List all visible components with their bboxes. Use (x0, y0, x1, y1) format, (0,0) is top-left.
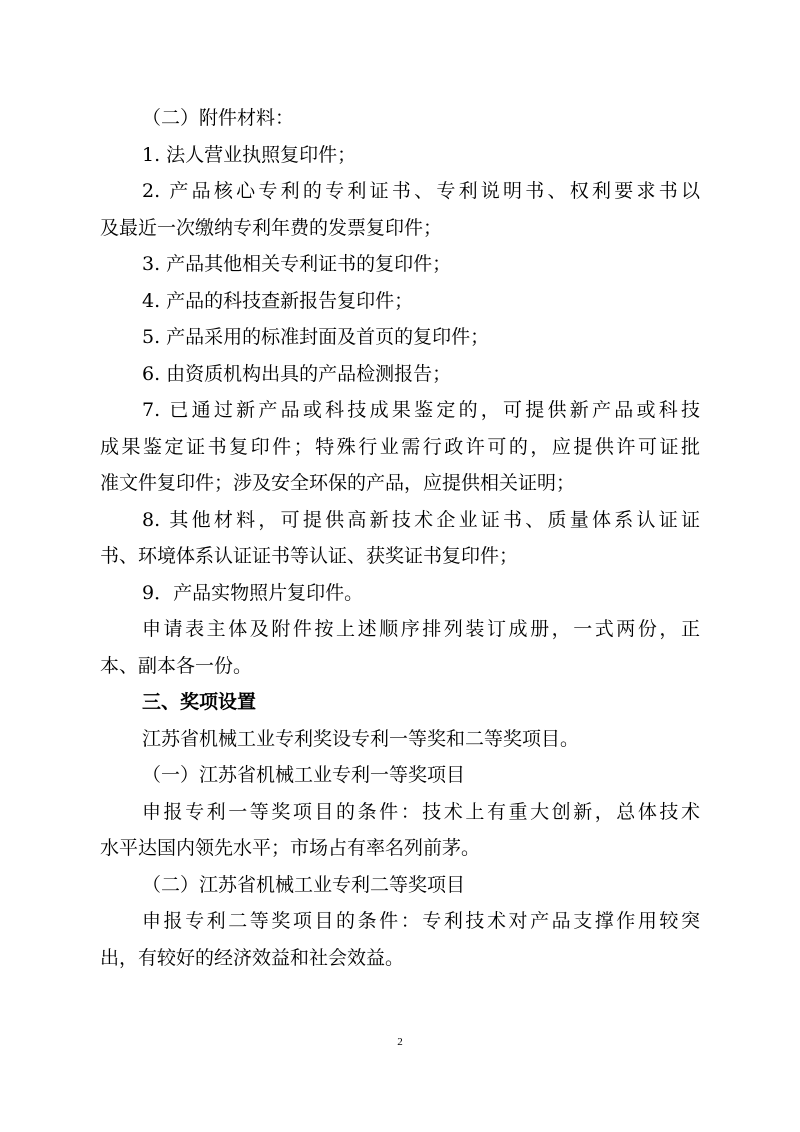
list-item-9: 9．产品实物照片复印件。 (142, 581, 364, 604)
list-item-4: 4. 产品的科技查新报告复印件； (142, 289, 414, 312)
second-prize-condition-line-2: 出，有较好的经济效益和社会效益。 (100, 946, 405, 969)
document-body (100, 100, 700, 976)
list-item-1: 1. 法人营业执照复印件； (142, 143, 357, 166)
first-prize-condition-line-2: 水平达国内领先水平；市场占有率名列前茅。 (100, 837, 481, 859)
binding-note-line-2: 本、副本各一份。 (100, 654, 253, 677)
list-item-5: 5. 产品采用的标准封面及首页的复印件； (142, 326, 490, 348)
first-prize-condition-line-1: 申报专利一等奖项目的条件：技术上有重大创新，总体技术 (142, 800, 700, 823)
first-prize-heading: （一）江苏省机械工业专利一等奖项目 (142, 764, 466, 786)
list-item-8-line-2: 书、环境体系认证证书等认证、获奖证书复印件； (100, 545, 519, 567)
awards-intro: 江苏省机械工业专利奖设专利一等奖和二等奖项目。 (142, 727, 580, 750)
section-heading-awards: 三、奖项设置 (142, 691, 257, 713)
list-item-3: 3. 产品其他相关专利证书的复印件； (142, 253, 452, 275)
page-number: 2 (397, 1036, 403, 1048)
list-item-6: 6. 由资质机构出具的产品检测报告； (142, 362, 452, 385)
second-prize-heading: （二）江苏省机械工业专利二等奖项目 (142, 873, 466, 896)
list-item-2-line-2: 及最近一次缴纳专利年费的发票复印件； (100, 216, 443, 239)
list-item-2-line-1: 2. 产品核心专利的专利证书、专利说明书、权利要求书以 (142, 180, 700, 202)
second-prize-condition-line-1: 申报专利二等奖项目的条件：专利技术对产品支撑作用较突 (142, 910, 700, 932)
binding-note-line-1: 申请表主体及附件按上述顺序排列装订成册，一式两份，正 (142, 618, 700, 640)
list-item-7-line-3: 准文件复印件；涉及安全环保的产品，应提供相关证明； (100, 472, 576, 494)
list-item-7-line-1: 7. 已通过新产品或科技成果鉴定的，可提供新产品或科技 (142, 399, 700, 421)
list-item-8-line-1: 8. 其他材料，可提供高新技术企业证书、质量体系认证证 (142, 508, 700, 531)
section-heading-attachments: （二）附件材料： (142, 107, 295, 129)
list-item-7-line-2: 成果鉴定证书复印件；特殊行业需行政许可的，应提供许可证批 (100, 435, 700, 458)
